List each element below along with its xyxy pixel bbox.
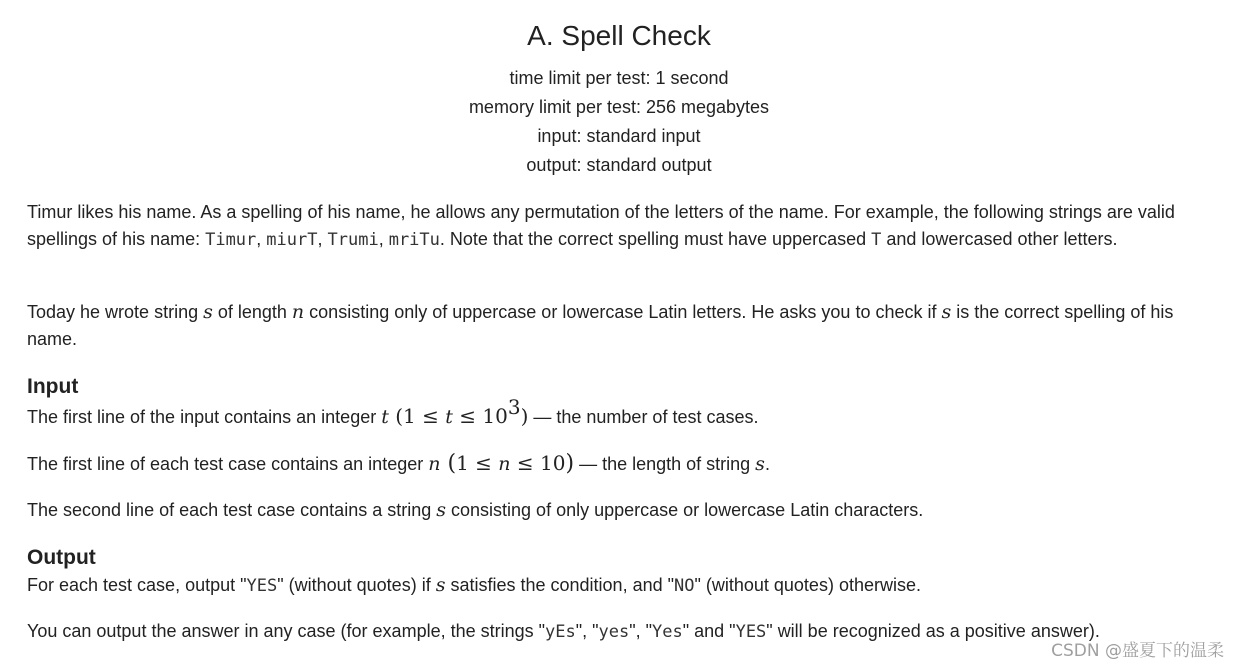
- statement-text: of length: [212, 302, 292, 322]
- output-text: You can output the answer in any case (for example, the strings ": [27, 621, 546, 641]
- output-text: " (without quotes) otherwise.: [694, 575, 921, 595]
- math-variable: t: [381, 406, 389, 428]
- answer-literal: yEs: [545, 622, 576, 642]
- math-variable: t: [445, 406, 453, 428]
- separator: ,: [256, 229, 267, 249]
- output-text: For each test case, output ": [27, 575, 247, 595]
- answer-literal: yes: [598, 622, 630, 642]
- answer-literal: NO: [674, 576, 695, 596]
- uppercase-letter: T: [871, 230, 882, 250]
- separator: ,: [378, 229, 389, 249]
- output-text: " and ": [682, 621, 736, 641]
- output-text: ", ": [629, 621, 653, 641]
- separator: ,: [317, 229, 328, 249]
- memory-limit: memory limit per test: 256 megabytes: [468, 97, 770, 117]
- example-spelling: mriTu: [388, 230, 440, 250]
- output-line-2: [27, 618, 1217, 646]
- math-operator: ≤: [510, 451, 541, 475]
- math-paren: (: [440, 451, 457, 476]
- input-text: consisting of only uppercase or lowercase Latin characters.: [446, 500, 924, 520]
- math-variable: s: [435, 574, 446, 596]
- statement-paragraph-2: [27, 299, 1217, 353]
- math-variable: s: [203, 301, 213, 323]
- example-spelling: Trumi: [327, 230, 379, 250]
- input-text: — the length of string: [574, 454, 756, 474]
- input-text: .: [764, 454, 770, 474]
- example-spelling: Timur: [205, 230, 257, 250]
- math-number: 1: [403, 404, 416, 428]
- math-paren: ): [520, 404, 529, 428]
- answer-literal: YES: [735, 622, 767, 642]
- input-line-3: [27, 497, 1217, 524]
- output-text: " will be recognized as a positive answer).: [766, 621, 1100, 641]
- statement-text: . Note that the correct spelling must have uppercased: [439, 229, 872, 249]
- statement-text: is the correct spelling of his name.: [27, 302, 1174, 349]
- math-variable: s: [941, 301, 952, 323]
- output-heading: Output: [27, 546, 96, 569]
- input-line-2: [27, 450, 1217, 478]
- math-variable: s: [436, 499, 447, 521]
- math-number: 10: [482, 404, 508, 428]
- problem-title: A. Spell Check: [527, 20, 711, 51]
- math-variable: s: [755, 453, 765, 475]
- math-number: 10: [540, 451, 566, 475]
- math-operator: ≤: [415, 404, 446, 428]
- input-heading: Input: [27, 375, 79, 398]
- output-spec: output: standard output: [526, 155, 712, 175]
- statement-text: Timur likes his name. As a spelling of his name, he allows any permutation of the letters of the name. For example, the following strings are valid spellings of his name:: [27, 202, 1175, 249]
- csdn-watermark: CSDN @盛夏下的温柔: [1051, 641, 1224, 661]
- math-operator: ≤: [468, 451, 499, 475]
- input-text: The first line of each test case contains an integer: [27, 454, 429, 474]
- math-paren: ): [565, 451, 575, 476]
- input-text: — the number of test cases.: [528, 407, 759, 427]
- math-variable: n: [498, 453, 511, 475]
- math-exponent: 3: [507, 395, 521, 419]
- output-line-1: [27, 572, 1217, 600]
- time-limit: time limit per test: 1 second: [509, 68, 729, 88]
- math-paren: (: [388, 404, 404, 428]
- input-line-1: [27, 395, 1217, 431]
- output-text: satisfies the condition, and ": [445, 575, 674, 595]
- statement-paragraph-1: [27, 199, 1217, 254]
- math-number: 1: [456, 451, 469, 475]
- input-text: The first line of the input contains an integer: [27, 407, 382, 427]
- statement-text: consisting only of uppercase or lowercase Latin letters. He asks you to check if: [304, 302, 942, 322]
- math-variable: n: [428, 453, 441, 475]
- input-spec: input: standard input: [537, 126, 701, 146]
- output-text: ", ": [575, 621, 599, 641]
- input-text: The second line of each test case contains a string: [27, 500, 437, 520]
- math-operator: ≤: [452, 404, 483, 428]
- answer-literal: Yes: [652, 622, 683, 642]
- output-text: " (without quotes) if: [277, 575, 436, 595]
- math-variable: n: [291, 301, 305, 323]
- statement-text: Today he wrote string: [27, 302, 204, 322]
- answer-literal: YES: [246, 576, 278, 596]
- example-spelling: miurT: [266, 230, 318, 250]
- statement-text: and lowercased other letters.: [881, 229, 1118, 249]
